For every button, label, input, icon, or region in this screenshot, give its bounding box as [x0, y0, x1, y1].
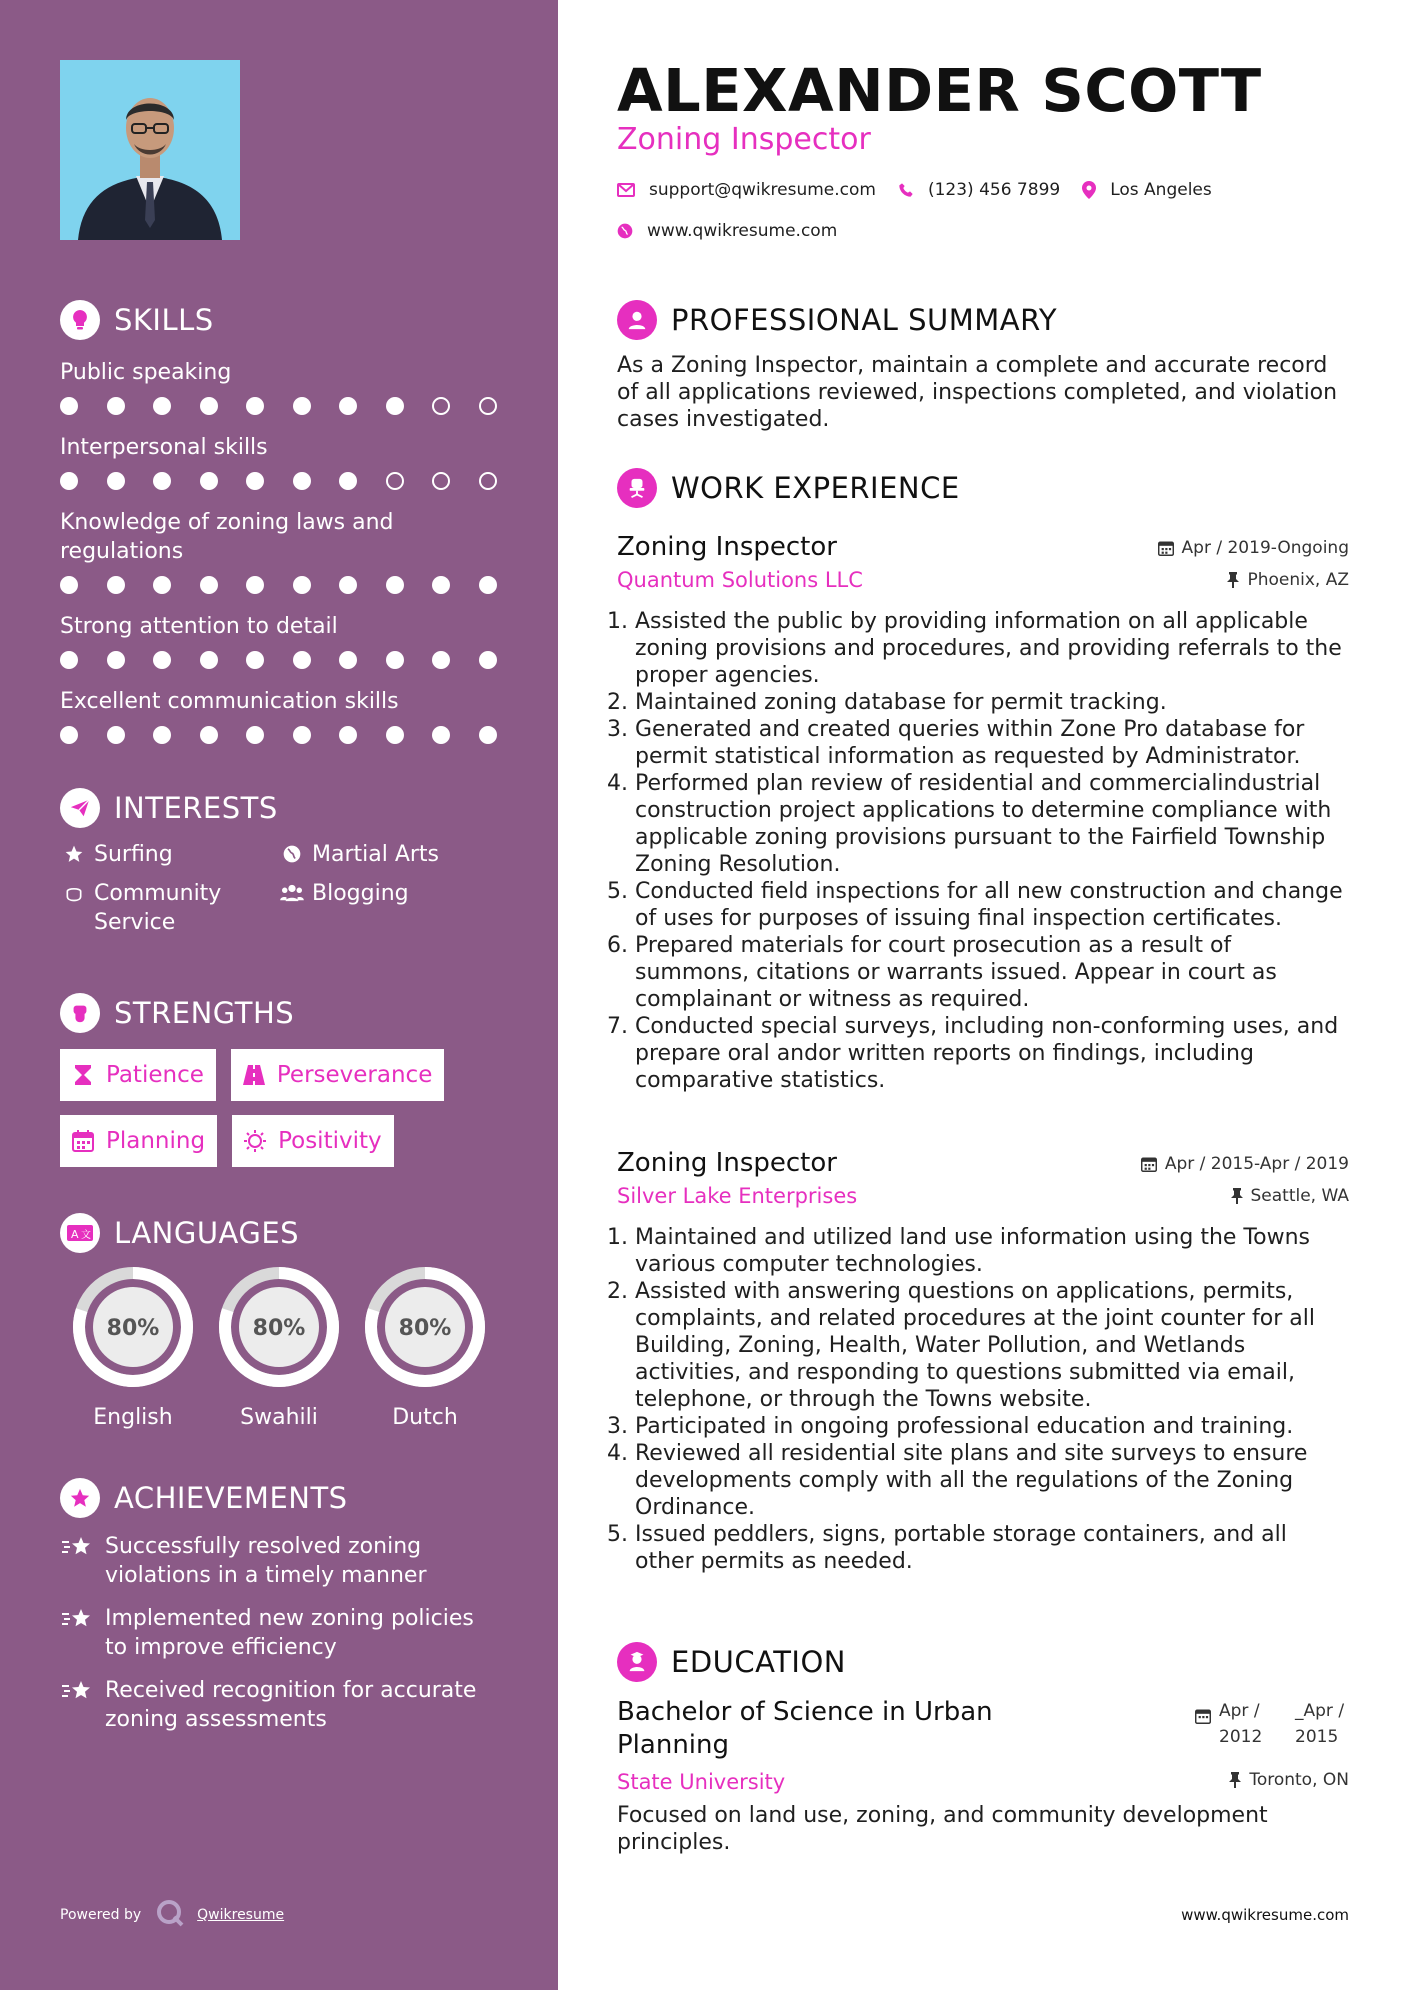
- strength-label: Perseverance: [276, 1062, 433, 1088]
- sidebar: [0, 0, 558, 1990]
- rating-dot-filled: [432, 726, 450, 744]
- envelope-icon: [617, 183, 635, 197]
- rating-dot-filled: [293, 726, 311, 744]
- language-percent: 80%: [106, 1316, 160, 1341]
- job-entry: [617, 532, 1349, 1094]
- skill-item: [60, 508, 510, 594]
- translate-icon: [60, 1213, 100, 1253]
- language-name: English: [93, 1405, 173, 1430]
- achievement-item: [60, 1604, 510, 1662]
- rating-dot-filled: [200, 651, 218, 669]
- rating-dot-filled: [293, 472, 311, 490]
- skills-heading: SKILLS: [114, 303, 214, 337]
- experience-section: [617, 468, 1349, 1094]
- calendar-icon: [1158, 540, 1174, 556]
- skill-item: [60, 612, 510, 669]
- rating-dot-filled: [153, 726, 171, 744]
- contact-row: [617, 180, 1212, 200]
- task-item: 3. Participated in ongoing professional education and training.: [635, 1413, 1349, 1440]
- svg-text:A: A: [71, 1228, 79, 1241]
- task-item: 1. Maintained and utilized land use information using the Towns various computer technologies.: [635, 1224, 1349, 1278]
- strength-item: [60, 1049, 216, 1101]
- interest-label: Martial Arts: [312, 842, 440, 867]
- interest-item: [60, 840, 278, 869]
- road-icon: [241, 1065, 267, 1085]
- shooting-star-icon: [60, 1676, 94, 1704]
- rating-dot-filled: [293, 397, 311, 415]
- degree-title: Bachelor of Science in Urban Planning: [617, 1697, 993, 1760]
- task-item: 2. Assisted with answering questions on applications, permits, complaints, and related procedures at the joint counter for all Building, Zoning, Health, Water Pollution, and Wetlands activities, and responding to questions submitted via email, telephone, or through the Towns website.: [635, 1278, 1349, 1413]
- rating-dot-filled: [246, 472, 264, 490]
- interest-item: [278, 840, 496, 869]
- rating-dot-filled: [246, 397, 264, 415]
- job-location: [1141, 1186, 1349, 1206]
- language-item: [352, 1265, 498, 1430]
- hourglass-icon: [70, 1064, 96, 1086]
- rating-dot-filled: [107, 472, 125, 490]
- rating-dot-filled: [339, 726, 357, 744]
- globe-icon: [617, 223, 633, 239]
- language-percent: 80%: [252, 1316, 306, 1341]
- rating-dot-filled: [60, 726, 78, 744]
- school-name: State University: [617, 1770, 786, 1794]
- task-item: 1. Assisted the public by providing information on all applicable zoning provisions and procedures, and providing referrals to the proper agencies.: [635, 608, 1349, 689]
- language-gauge: [363, 1265, 487, 1389]
- language-item: [206, 1265, 352, 1430]
- calendar-icon: [70, 1130, 96, 1152]
- achievements-section: [60, 1478, 510, 1734]
- languages-heading: LANGUAGES: [114, 1216, 300, 1250]
- job-dates: [1141, 1154, 1349, 1174]
- pushpin-icon: [1227, 572, 1239, 588]
- job-dates-text: Apr / 2019-Ongoing: [1181, 538, 1349, 558]
- education-heading: EDUCATION: [671, 1645, 847, 1679]
- rating-dot-filled: [432, 576, 450, 594]
- job-tasks: [617, 1224, 1349, 1575]
- rating-dot-filled: [107, 576, 125, 594]
- interest-item: [278, 879, 496, 937]
- email-link[interactable]: support@qwikresume.com: [649, 180, 876, 200]
- achievement-item: [60, 1532, 510, 1590]
- pushpin-icon: [1229, 1772, 1241, 1788]
- paper-plane-icon: [60, 788, 100, 828]
- strength-label: Patience: [106, 1062, 204, 1088]
- interests-heading: INTERESTS: [114, 791, 278, 825]
- skill-name: Strong attention to detail: [60, 614, 338, 639]
- task-item: 3. Generated and created queries within Zone Pro database for permit statistical information as requested by Administrator.: [635, 716, 1349, 770]
- skill-rating: [60, 472, 510, 490]
- rating-dot-filled: [153, 651, 171, 669]
- task-item: 7. Conducted special surveys, including non-conforming uses, and prepare oral andor written reports on findings, including comparative statistics.: [635, 1013, 1349, 1094]
- rating-dot-empty: [432, 472, 450, 490]
- powered-prefix: Powered by: [60, 1907, 142, 1923]
- language-name: Dutch: [392, 1405, 458, 1430]
- rating-dot-filled: [60, 651, 78, 669]
- skill-item: [60, 358, 510, 415]
- skill-name: Knowledge of zoning laws and regulations: [60, 510, 394, 564]
- rating-dot-filled: [200, 397, 218, 415]
- svg-text:文: 文: [81, 1230, 91, 1241]
- task-item: 5. Conducted field inspections for all new construction and change of uses for purposes of issuing final inspection certificates.: [635, 878, 1349, 932]
- rating-dot-filled: [153, 576, 171, 594]
- strength-item: [232, 1115, 394, 1167]
- rating-dot-empty: [432, 397, 450, 415]
- education-location: [1195, 1770, 1349, 1790]
- job-location-text: Phoenix, AZ: [1247, 570, 1349, 590]
- map-pin-icon: [1082, 181, 1096, 199]
- powered-by: [60, 1898, 284, 1932]
- rating-dot-filled: [339, 397, 357, 415]
- qwikresume-logo-icon: [155, 1898, 185, 1932]
- graduate-icon: [617, 1642, 657, 1682]
- website-row: [617, 221, 837, 241]
- strengths-heading: STRENGTHS: [114, 996, 295, 1030]
- rating-dot-filled: [479, 651, 497, 669]
- skill-rating: [60, 651, 510, 669]
- rating-dot-filled: [246, 576, 264, 594]
- star-icon: [60, 840, 88, 864]
- task-item: 2. Maintained zoning database for permit tracking.: [635, 689, 1349, 716]
- language-percent: 80%: [398, 1316, 452, 1341]
- rating-dot-filled: [200, 726, 218, 744]
- interest-label: Community Service: [94, 881, 222, 935]
- strengths-section: [60, 993, 510, 1181]
- strength-item: [231, 1049, 444, 1101]
- skill-name: Public speaking: [60, 360, 232, 385]
- job-company: Quantum Solutions LLC: [617, 568, 863, 592]
- summary-text: As a Zoning Inspector, maintain a complete and accurate record of all applications reviewed, inspections completed, and violation cases investigated.: [617, 353, 1338, 432]
- rating-dot-filled: [107, 726, 125, 744]
- globe-icon: [278, 840, 306, 864]
- rating-dot-empty: [386, 472, 404, 490]
- education-dates: [1195, 1698, 1349, 1750]
- job-role: Zoning Inspector: [617, 532, 837, 562]
- rating-dot-filled: [293, 576, 311, 594]
- shooting-star-icon: [60, 1532, 94, 1560]
- task-item: 4. Reviewed all residential site plans and site surveys to ensure developments comply with all the regulations of the Zoning Ordinance.: [635, 1440, 1349, 1521]
- fist-icon: [60, 993, 100, 1033]
- education-section: [617, 1642, 1349, 1856]
- interests-section: [60, 788, 510, 937]
- strength-label: Positivity: [278, 1128, 382, 1154]
- skills-section: [60, 300, 510, 744]
- rating-dot-filled: [293, 651, 311, 669]
- rating-dot-filled: [339, 651, 357, 669]
- achievement-text: Implemented new zoning policies to improve efficiency: [105, 1606, 474, 1660]
- office-chair-icon: [617, 468, 657, 508]
- rating-dot-filled: [479, 576, 497, 594]
- job-location-text: Seattle, WA: [1250, 1186, 1349, 1206]
- skill-item: [60, 687, 510, 744]
- job-location: [1158, 570, 1349, 590]
- rating-dot-empty: [479, 397, 497, 415]
- rating-dot-filled: [246, 726, 264, 744]
- location-text: Los Angeles: [1110, 180, 1212, 200]
- shooting-star-icon: [60, 1604, 94, 1632]
- rating-dot-filled: [107, 651, 125, 669]
- pushpin-icon: [1231, 1188, 1243, 1204]
- job-tasks: [617, 608, 1349, 1094]
- lightbulb-icon: [60, 300, 100, 340]
- website-link[interactable]: www.qwikresume.com: [647, 221, 838, 241]
- task-item: 5. Issued peddlers, signs, portable storage containers, and all other permits as needed.: [635, 1521, 1349, 1575]
- skill-item: [60, 433, 510, 490]
- rating-dot-filled: [432, 651, 450, 669]
- calendar-icon: [1141, 1156, 1157, 1172]
- calendar-icon: [1195, 1698, 1211, 1724]
- star-badge-icon: [60, 1478, 100, 1518]
- rating-dot-filled: [60, 397, 78, 415]
- rating-dot-filled: [339, 576, 357, 594]
- job-dates: [1158, 538, 1349, 558]
- skill-rating: [60, 726, 510, 744]
- achievement-text: Successfully resolved zoning violations in a timely manner: [105, 1534, 427, 1588]
- job-entry: [617, 1148, 1349, 1575]
- sun-icon: [242, 1129, 268, 1153]
- qwikresume-link[interactable]: Qwikresume: [197, 1907, 285, 1923]
- user-icon: [617, 300, 657, 340]
- rating-dot-filled: [246, 651, 264, 669]
- skill-rating: [60, 576, 510, 594]
- skill-rating: [60, 397, 510, 415]
- language-name: Swahili: [240, 1405, 318, 1430]
- rating-dot-filled: [153, 397, 171, 415]
- education-start: Apr / 2012: [1219, 1701, 1263, 1747]
- summary-heading: PROFESSIONAL SUMMARY: [671, 303, 1058, 337]
- hand-icon: [60, 879, 88, 903]
- education-description: Focused on land use, zoning, and community development principles.: [617, 1803, 1268, 1855]
- rating-dot-filled: [479, 726, 497, 744]
- skill-name: Excellent communication skills: [60, 689, 399, 714]
- rating-dot-filled: [386, 651, 404, 669]
- interest-label: Surfing: [94, 842, 173, 867]
- achievements-heading: ACHIEVEMENTS: [114, 1481, 348, 1515]
- footer-website-link[interactable]: www.qwikresume.com: [1181, 1906, 1349, 1924]
- experience-heading: WORK EXPERIENCE: [671, 471, 960, 505]
- phone-number[interactable]: (123) 456 7899: [927, 180, 1061, 200]
- skills-list: [60, 358, 510, 744]
- rating-dot-filled: [60, 472, 78, 490]
- rating-dot-filled: [386, 726, 404, 744]
- achievement-text: Received recognition for accurate zoning assessments: [105, 1678, 477, 1732]
- language-item: [60, 1265, 206, 1430]
- education-end: _Apr / 2015: [1295, 1701, 1345, 1747]
- interest-label: Blogging: [312, 881, 409, 906]
- task-item: 4. Performed plan review of residential and commercialindustrial construction project applications to determine compliance with applicable zoning provisions pursuant to the Fairfield Township Zoning Resolution.: [635, 770, 1349, 878]
- job-role: Zoning Inspector: [617, 1148, 837, 1178]
- rating-dot-filled: [386, 397, 404, 415]
- profile-photo: [60, 60, 240, 240]
- rating-dot-filled: [107, 397, 125, 415]
- strength-item: [60, 1115, 217, 1167]
- rating-dot-filled: [200, 472, 218, 490]
- interest-item: [60, 879, 278, 937]
- languages-section: [60, 1213, 510, 1430]
- achievement-item: [60, 1676, 510, 1734]
- job-dates-text: Apr / 2015-Apr / 2019: [1164, 1154, 1349, 1174]
- rating-dot-filled: [153, 472, 171, 490]
- rating-dot-filled: [60, 576, 78, 594]
- language-gauge: [217, 1265, 341, 1389]
- education-location-text: Toronto, ON: [1249, 1770, 1349, 1790]
- users-icon: [278, 879, 306, 903]
- rating-dot-filled: [386, 576, 404, 594]
- summary-section: [617, 300, 1349, 433]
- skill-name: Interpersonal skills: [60, 435, 268, 460]
- rating-dot-filled: [339, 472, 357, 490]
- task-item: 6. Prepared materials for court prosecution as a result of summons, citations or warrants issued. Appear in court as complainant or witness as required.: [635, 932, 1349, 1013]
- rating-dot-filled: [200, 576, 218, 594]
- rating-dot-empty: [479, 472, 497, 490]
- language-gauge: [71, 1265, 195, 1389]
- job-company: Silver Lake Enterprises: [617, 1184, 858, 1208]
- phone-icon: [898, 182, 914, 198]
- candidate-title: Zoning Inspector: [617, 122, 871, 157]
- strength-label: Planning: [106, 1128, 206, 1154]
- candidate-name: ALEXANDER SCOTT: [617, 56, 1262, 125]
